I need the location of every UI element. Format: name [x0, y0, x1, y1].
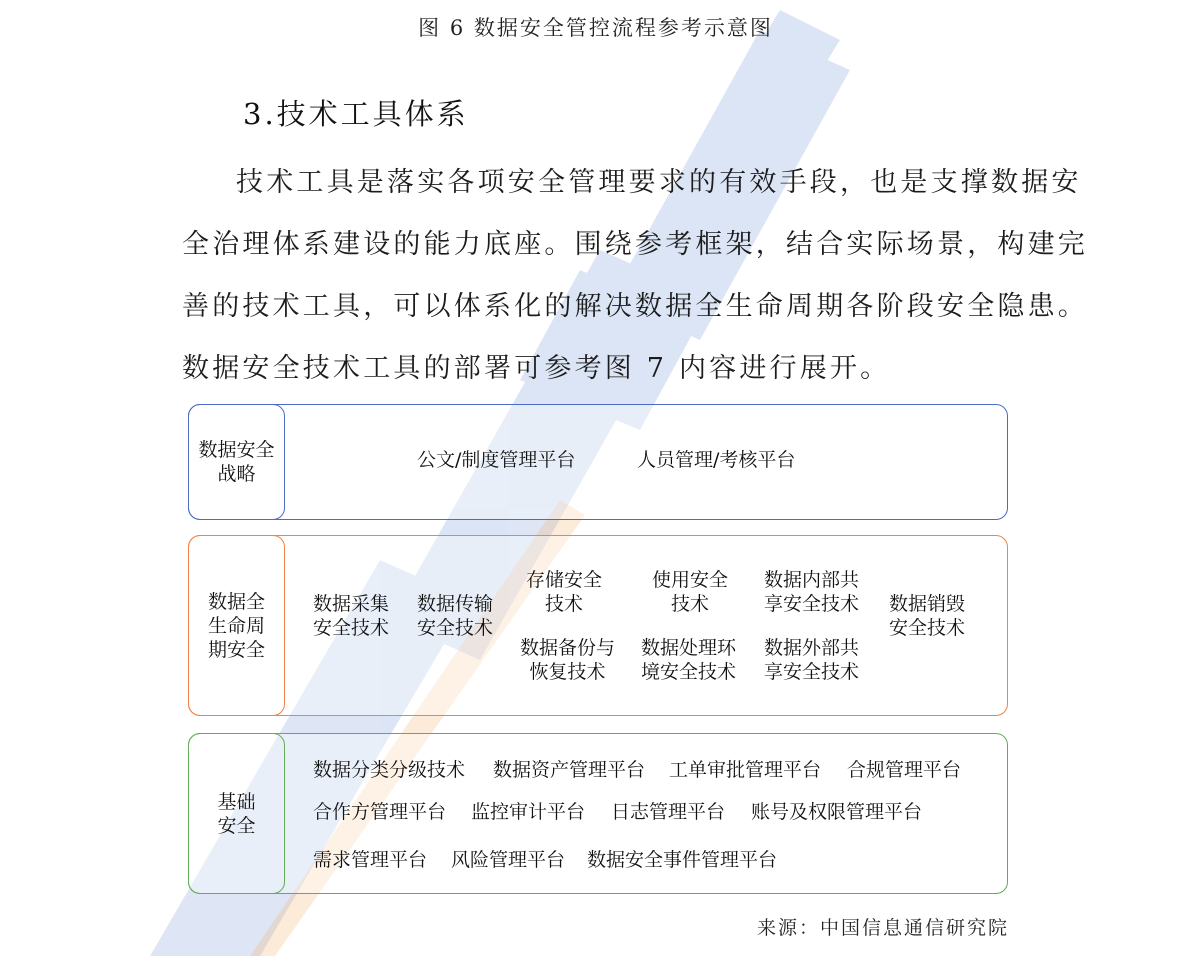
lifecycle-item-line: 技术 [545, 593, 584, 615]
paragraph-line: 全治理体系建设的能力底座。围绕参考框架，结合实际场景，构建完 [182, 229, 1088, 260]
foundation-item: 合作方管理平台 [313, 801, 447, 823]
lifecycle-item [520, 636, 615, 684]
foundation-item: 工单审批管理平台 [669, 759, 822, 781]
lifecycle-item-line: 恢复技术 [529, 661, 606, 683]
figure-caption: 图 6 数据安全管控流程参考示意图 [418, 16, 773, 40]
paragraph-line: 善的技术工具，可以体系化的解决数据全生命周期各阶段安全隐患。 [182, 291, 1088, 322]
foundation-item: 数据安全事件管理平台 [587, 849, 778, 871]
lifecycle-item-line: 数据处理环 [641, 637, 737, 659]
strategy-label-line: 数据安全 [198, 439, 275, 461]
lifecycle-item-line: 境安全技术 [641, 661, 737, 683]
foundation-label-line: 基础 [217, 790, 256, 813]
lifecycle-item-line: 安全技术 [313, 617, 390, 639]
lifecycle-item-line: 数据采集 [313, 593, 390, 615]
foundation-item: 监控审计平台 [471, 801, 586, 823]
strategy-item: 公文/制度管理平台 [417, 449, 576, 471]
strategy-item: 人员管理/考核平台 [637, 449, 796, 471]
lifecycle-item [641, 636, 736, 684]
foundation-item: 日志管理平台 [611, 801, 726, 823]
source-note: 来源：中国信息通信研究院 [756, 917, 1009, 939]
lifecycle-item [526, 568, 602, 616]
lifecycle-item [417, 592, 493, 640]
lifecycle-box [188, 535, 1008, 716]
lifecycle-item [313, 592, 389, 640]
lifecycle-item-line: 享安全技术 [764, 661, 860, 683]
lifecycle-item-line: 数据销毁 [889, 593, 966, 615]
lifecycle-item-line: 数据备份与 [520, 637, 616, 659]
lifecycle-label-line: 数据全 [207, 590, 265, 613]
lifecycle-item-line: 享安全技术 [764, 593, 860, 615]
strategy-box [188, 404, 1008, 520]
lifecycle-item [764, 568, 859, 616]
foundation-item: 数据资产管理平台 [493, 759, 646, 781]
foundation-label [188, 733, 285, 894]
lifecycle-item [889, 592, 965, 640]
foundation-item: 账号及权限管理平台 [751, 801, 923, 823]
paragraph-line: 数据安全技术工具的部署可参考图 7 内容进行展开。 [182, 353, 891, 384]
lifecycle-item-line: 使用安全 [652, 569, 729, 591]
lifecycle-item [652, 568, 728, 616]
lifecycle-item [764, 636, 859, 684]
foundation-box [188, 733, 1008, 894]
lifecycle-item-line: 技术 [671, 593, 710, 615]
strategy-label-line: 战略 [217, 463, 256, 485]
lifecycle-item-line: 数据外部共 [764, 637, 860, 659]
lifecycle-item-line: 数据传输 [417, 593, 494, 615]
foundation-item: 数据分类分级技术 [313, 759, 466, 781]
lifecycle-label [188, 535, 285, 716]
lifecycle-item-line: 存储安全 [526, 569, 603, 591]
foundation-item: 需求管理平台 [313, 849, 428, 871]
lifecycle-item-line: 安全技术 [417, 617, 494, 639]
lifecycle-item-line: 数据内部共 [764, 569, 860, 591]
foundation-label-line: 安全 [217, 814, 256, 837]
foundation-item: 风险管理平台 [451, 849, 566, 871]
lifecycle-item-line: 安全技术 [889, 617, 966, 639]
section-heading: 3.技术工具体系 [243, 97, 469, 131]
strategy-label [188, 404, 285, 520]
foundation-item: 合规管理平台 [847, 759, 962, 781]
lifecycle-label-line: 期安全 [207, 638, 265, 661]
lifecycle-label-line: 生命周 [207, 614, 265, 637]
paragraph-line: 技术工具是落实各项安全管理要求的有效手段，也是支撑数据安 [236, 167, 1082, 198]
